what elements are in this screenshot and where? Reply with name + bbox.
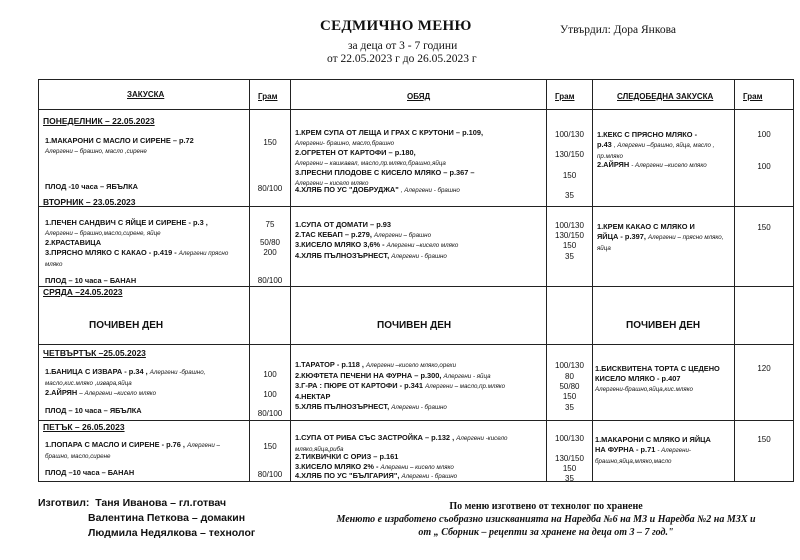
day-label: ЧЕТВЪРТЪК –25.05.2023 [43,348,146,358]
day-label: ПЕТЪК – 26.05.2023 [43,422,125,432]
gram-value: 80/100 [257,409,283,418]
snack-item: 2.АЙРЯН - Алергени –кисело мляко [597,160,707,169]
gram-value: 150 [562,241,577,250]
header-gram-3: Грам [743,92,763,101]
breakfast-item: 2.КРАСТАВИЦА [45,238,102,247]
gram-value: 100/130 [555,434,584,443]
lunch-item: 1.СУПА ОТ РИБА СЪС ЗАСТРОЙКА – р.132 , Алергени -кисело мляко,яйца,риба [295,433,508,453]
lunch-item: 4.ХЛЯБ ПЪЛНОЗЪРНЕСТ, Алергени - брашно [295,251,447,260]
prepared-by [38,496,255,541]
approved-by: Утвърдил: Дора Янкова [560,24,676,36]
age-group: за деца от 3 - 7 години [348,40,458,52]
lunch-item: 4.ХЛЯБ ПО УС "БЪЛГАРИЯ", Алергени - брашно [295,471,458,480]
footer-note [300,500,792,539]
rest-day-snack: ПОЧИВЕН ДЕН [626,320,701,331]
lunch-item: 3.Г-РА : ПЮРЕ ОТ КАРТОФИ - р.341 Алергени – масло,пр.мляко [295,381,506,390]
gram-value: 80/100 [257,276,283,285]
snack-item: 1.МАКАРОНИ С МЛЯКО И ЯЙЦА [595,435,711,444]
gram-value: 100/130 [555,361,584,370]
note-line: Менюто е изработено съобразно изискванията на Наредба №6 на МЗ и Наредба №2 на МЗХ и [336,514,756,525]
gram-value: 35 [565,403,574,412]
snack-item: ЯЙЦА - р.397, Алергени – прясно мляко, яйца [597,232,724,252]
gram-value: 35 [565,474,574,483]
gram-value: 80/100 [257,184,283,193]
gram-value: 35 [565,252,574,261]
snack-item: 1.КРЕМ КАКАО С МЛЯКО И [597,222,695,231]
breakfast-item: 1.МАКАРОНИ С МАСЛО И СИРЕНЕ – р.72 Алергени – брашно, масло ,сирене [45,136,194,155]
gram-value: 100/130 [555,130,584,139]
staff-member: Валентина Петкова – домакин [88,512,246,524]
gram-value: 80/100 [257,470,283,479]
gram-value: 100 [757,162,771,171]
gram-value: 150 [562,171,577,180]
gram-value: 50/80 [559,382,580,391]
lunch-item: 3.ПРЕСНИ ПЛОДОВЕ С КИСЕЛО МЛЯКО – р.367 – Алергени – кисело мляко [295,168,475,187]
gram-value: 80 [565,372,574,381]
lunch-item: 2.ТАС КЕБАП – р.279, Алергени – брашно [295,230,432,239]
lunch-item: 3.КИСЕЛО МЛЯКО 3,6% - Алергени –кисело мляко [295,240,459,249]
gram-value: 150 [757,223,771,232]
gram-value: 150 [263,138,277,147]
header-breakfast: ЗАКУСКА [127,90,165,99]
breakfast-item: 1.ПЕЧЕН САНДВИЧ С ЯЙЦЕ И СИРЕНЕ - р.3 , Алергени – брашно,масло,сирене, яйце [45,218,208,237]
gram-value: 50/80 [259,238,281,247]
lunch-item: 2.КЮФТЕТА ПЕЧЕНИ НА ФУРНА – р.300, Алергени - яйца [295,371,491,380]
staff-member: Людмила Недялкова – технолог [88,527,256,539]
gram-value: 100/130 [555,221,584,230]
gram-value: 130/150 [555,454,584,463]
lunch-item: 3.КИСЕЛО МЛЯКО 2% - Алергени – кисело мляко [295,462,454,471]
day-label: ПОНЕДЕЛНИК – 22.05.2023 [43,116,155,126]
staff-member: Таня Иванова – гл.готвач [95,497,227,509]
fruit-item: ПЛОД -10 часа – ЯБЪЛКА [45,182,138,191]
lunch-item: 4.ХЛЯБ ПО УС "ДОБРУДЖА" , Алергени - брашно [295,185,460,194]
snack-item: Алергени-брашно,яйца,кис.мляко [595,386,693,393]
gram-value: 200 [263,248,277,257]
gram-value: 120 [757,364,771,373]
date-range: от 22.05.2023 г до 26.05.2023 г [327,53,477,65]
gram-value: 150 [757,435,771,444]
snack-item: р.43 , Алергени –брашно, яйца, масло , пр.мляко [597,140,715,160]
gram-value: 100 [757,130,771,139]
gram-value: 150 [263,442,277,451]
rest-day-lunch: ПОЧИВЕН ДЕН [377,320,452,331]
header-gram-2: Грам [555,92,575,101]
snack-item: 1.БИСКВИТЕНА ТОРТА С ЦЕДЕНО [595,364,720,373]
note-title: По меню изготвено от технолог по хранене [449,501,643,512]
page-title: СЕДМИЧНО МЕНЮ [320,18,472,34]
fruit-item: ПЛОД – 10 часа – БАНАН [45,276,137,285]
lunch-item: 2.ОГРЕТЕН ОТ КАРТОФИ – р.180, Алергени – кашкавал, масло,пр.мляко,брашно,яйца [295,148,446,167]
gram-value: 130/150 [555,150,584,159]
breakfast-item: 1.БАНИЦА С ИЗВАРА - р.34 , Алергени -брашно, масло,кис.мляко ,извара,яйца [45,367,206,387]
gram-value: 150 [562,392,577,401]
lunch-item: 1.ТАРАТОР - р.118 , Алергени –кисело мляко,орехи [295,360,457,369]
gram-value: 150 [562,464,577,473]
header-snack: СЛЕДОБЕДНА ЗАКУСКА [617,92,714,101]
day-label: ВТОРНИК – 23.05.2023 [43,197,136,207]
gram-value: 130/150 [555,231,584,240]
day-label: СРЯДА –24.05.2023 [43,287,123,297]
lunch-item: 1.КРЕМ СУПА ОТ ЛЕЩА И ГРАХ С КРУТОНИ – р.109, Алергени- брашно, масло,брашно [295,128,484,147]
lunch-item: 2.ТИКВИЧКИ С ОРИЗ – р.161 [295,452,399,461]
gram-value: 35 [565,191,574,200]
fruit-item: ПЛОД –10 часа – БАНАН [45,468,135,477]
snack-item: КИСЕЛО МЛЯКО - р.407 [595,374,681,383]
snack-item: 1.КЕКС С ПРЯСНО МЛЯКО - [597,130,698,139]
fruit-item: ПЛОД – 10 часа – ЯБЪЛКА [45,406,142,415]
header-lunch: ОБЯД [407,92,431,101]
breakfast-item: 3.ПРЯСНО МЛЯКО С КАКАО - р.419 - Алергени прясно мляко [45,248,229,268]
gram-value: 75 [265,220,275,229]
gram-value: 100 [263,390,277,399]
breakfast-item: 2.АЙРЯН – Алергени –кисело мляко [45,388,157,397]
breakfast-item: 1.ПОПАРА С МАСЛО И СИРЕНЕ - р.76 , Алергени – брашно, масло,сирене [45,440,220,460]
gram-value: 100 [263,370,277,379]
header-gram-1: Грам [258,92,278,101]
note-line: от „ Сборник – рецепти за хранене на деца от 3 – 7 год." [418,527,674,538]
lunch-item: 1.СУПА ОТ ДОМАТИ – р.93 [295,220,391,229]
menu-table [38,79,794,482]
lunch-item: 4.НЕКТАР [295,392,331,401]
rest-day-breakfast: ПОЧИВЕН ДЕН [89,320,164,331]
snack-item: НА ФУРНА - р.71 - Алергени- брашно,яйца,мляко,масло [595,445,691,465]
lunch-item: 5.ХЛЯБ ПЪЛНОЗЪРНЕСТ, Алергени - брашно [295,402,447,411]
prepared-label: Изготвил: [38,497,90,509]
